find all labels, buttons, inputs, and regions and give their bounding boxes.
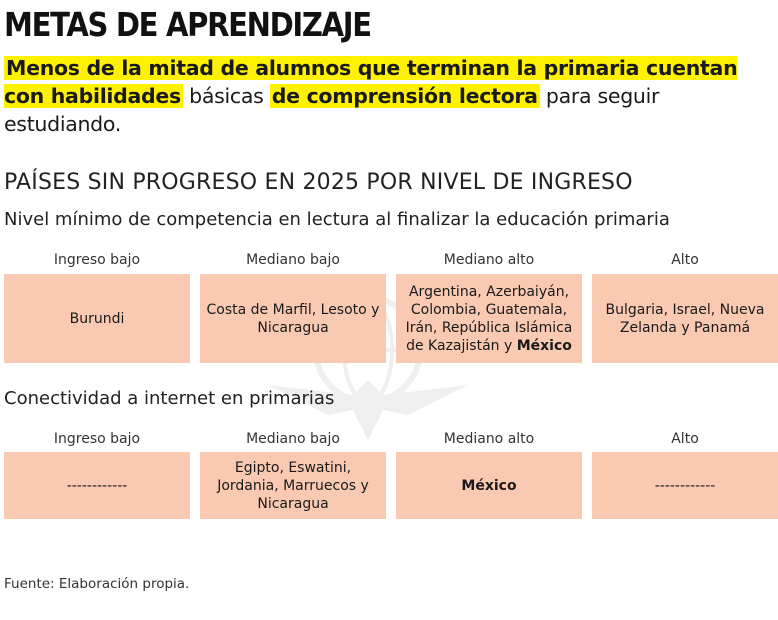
reading-headers	[0, 252, 778, 272]
reading-cell-upper-middle-mexico: México	[516, 337, 572, 354]
subtitle	[4, 54, 774, 138]
internet-header-lower-middle: Mediano bajo	[246, 431, 340, 447]
subtitle-plain-1: básicas	[182, 84, 270, 108]
reading-header-upper-middle: Mediano alto	[443, 252, 535, 268]
page-title: METAS DE APRENDIZAJE	[4, 5, 371, 44]
reading-header-low: Ingreso bajo	[53, 252, 141, 268]
internet-boxes	[0, 452, 778, 519]
subtitle-highlight-1: Menos de la mitad de alumnos que terminan la primaria cuentan con habilidades	[4, 56, 738, 108]
source-note: Fuente: Elaboración propia.	[4, 576, 190, 592]
internet-header-upper-middle: Mediano alto	[443, 431, 535, 447]
subtitle-highlight-2: de comprensión lectora	[271, 84, 538, 108]
subtitle-plain-2: para seguir estudiando.	[4, 84, 660, 136]
internet-title: Conectividad a internet en primarias	[4, 388, 335, 409]
reading-boxes	[0, 274, 778, 363]
reading-title: Nivel mínimo de competencia en lectura al finalizar la educación primaria	[4, 209, 670, 230]
reading-cell-low: Burundi	[4, 274, 190, 363]
internet-headers	[0, 431, 778, 451]
internet-cell-high: ------------	[592, 452, 778, 519]
internet-cell-low: ------------	[4, 452, 190, 519]
reading-cell-high: Bulgaria, Israel, Nueva Zelanda y Panamá	[592, 274, 778, 363]
reading-cell-lower-middle: Costa de Marfil, Lesoto y Nicaragua	[200, 274, 386, 363]
reading-header-high: Alto	[671, 252, 699, 268]
reading-cell-upper-middle	[396, 274, 582, 363]
reading-header-lower-middle: Mediano bajo	[246, 252, 340, 268]
reading-cell-upper-middle-text: Argentina, Azerbaiyán, Colombia, Guatemala, Irán, República Islámica de Kazajistán y	[405, 283, 573, 354]
internet-header-high: Alto	[671, 431, 699, 447]
section-heading: PAÍSES SIN PROGRESO EN 2025 POR NIVEL DE INGRESO	[4, 170, 633, 195]
internet-cell-lower-middle: Egipto, Eswatini, Jordania, Marruecos y Nicaragua	[200, 452, 386, 519]
internet-cell-upper-middle-mexico: México	[461, 477, 517, 494]
internet-header-low: Ingreso bajo	[53, 431, 141, 447]
internet-cell-upper-middle	[396, 452, 582, 519]
